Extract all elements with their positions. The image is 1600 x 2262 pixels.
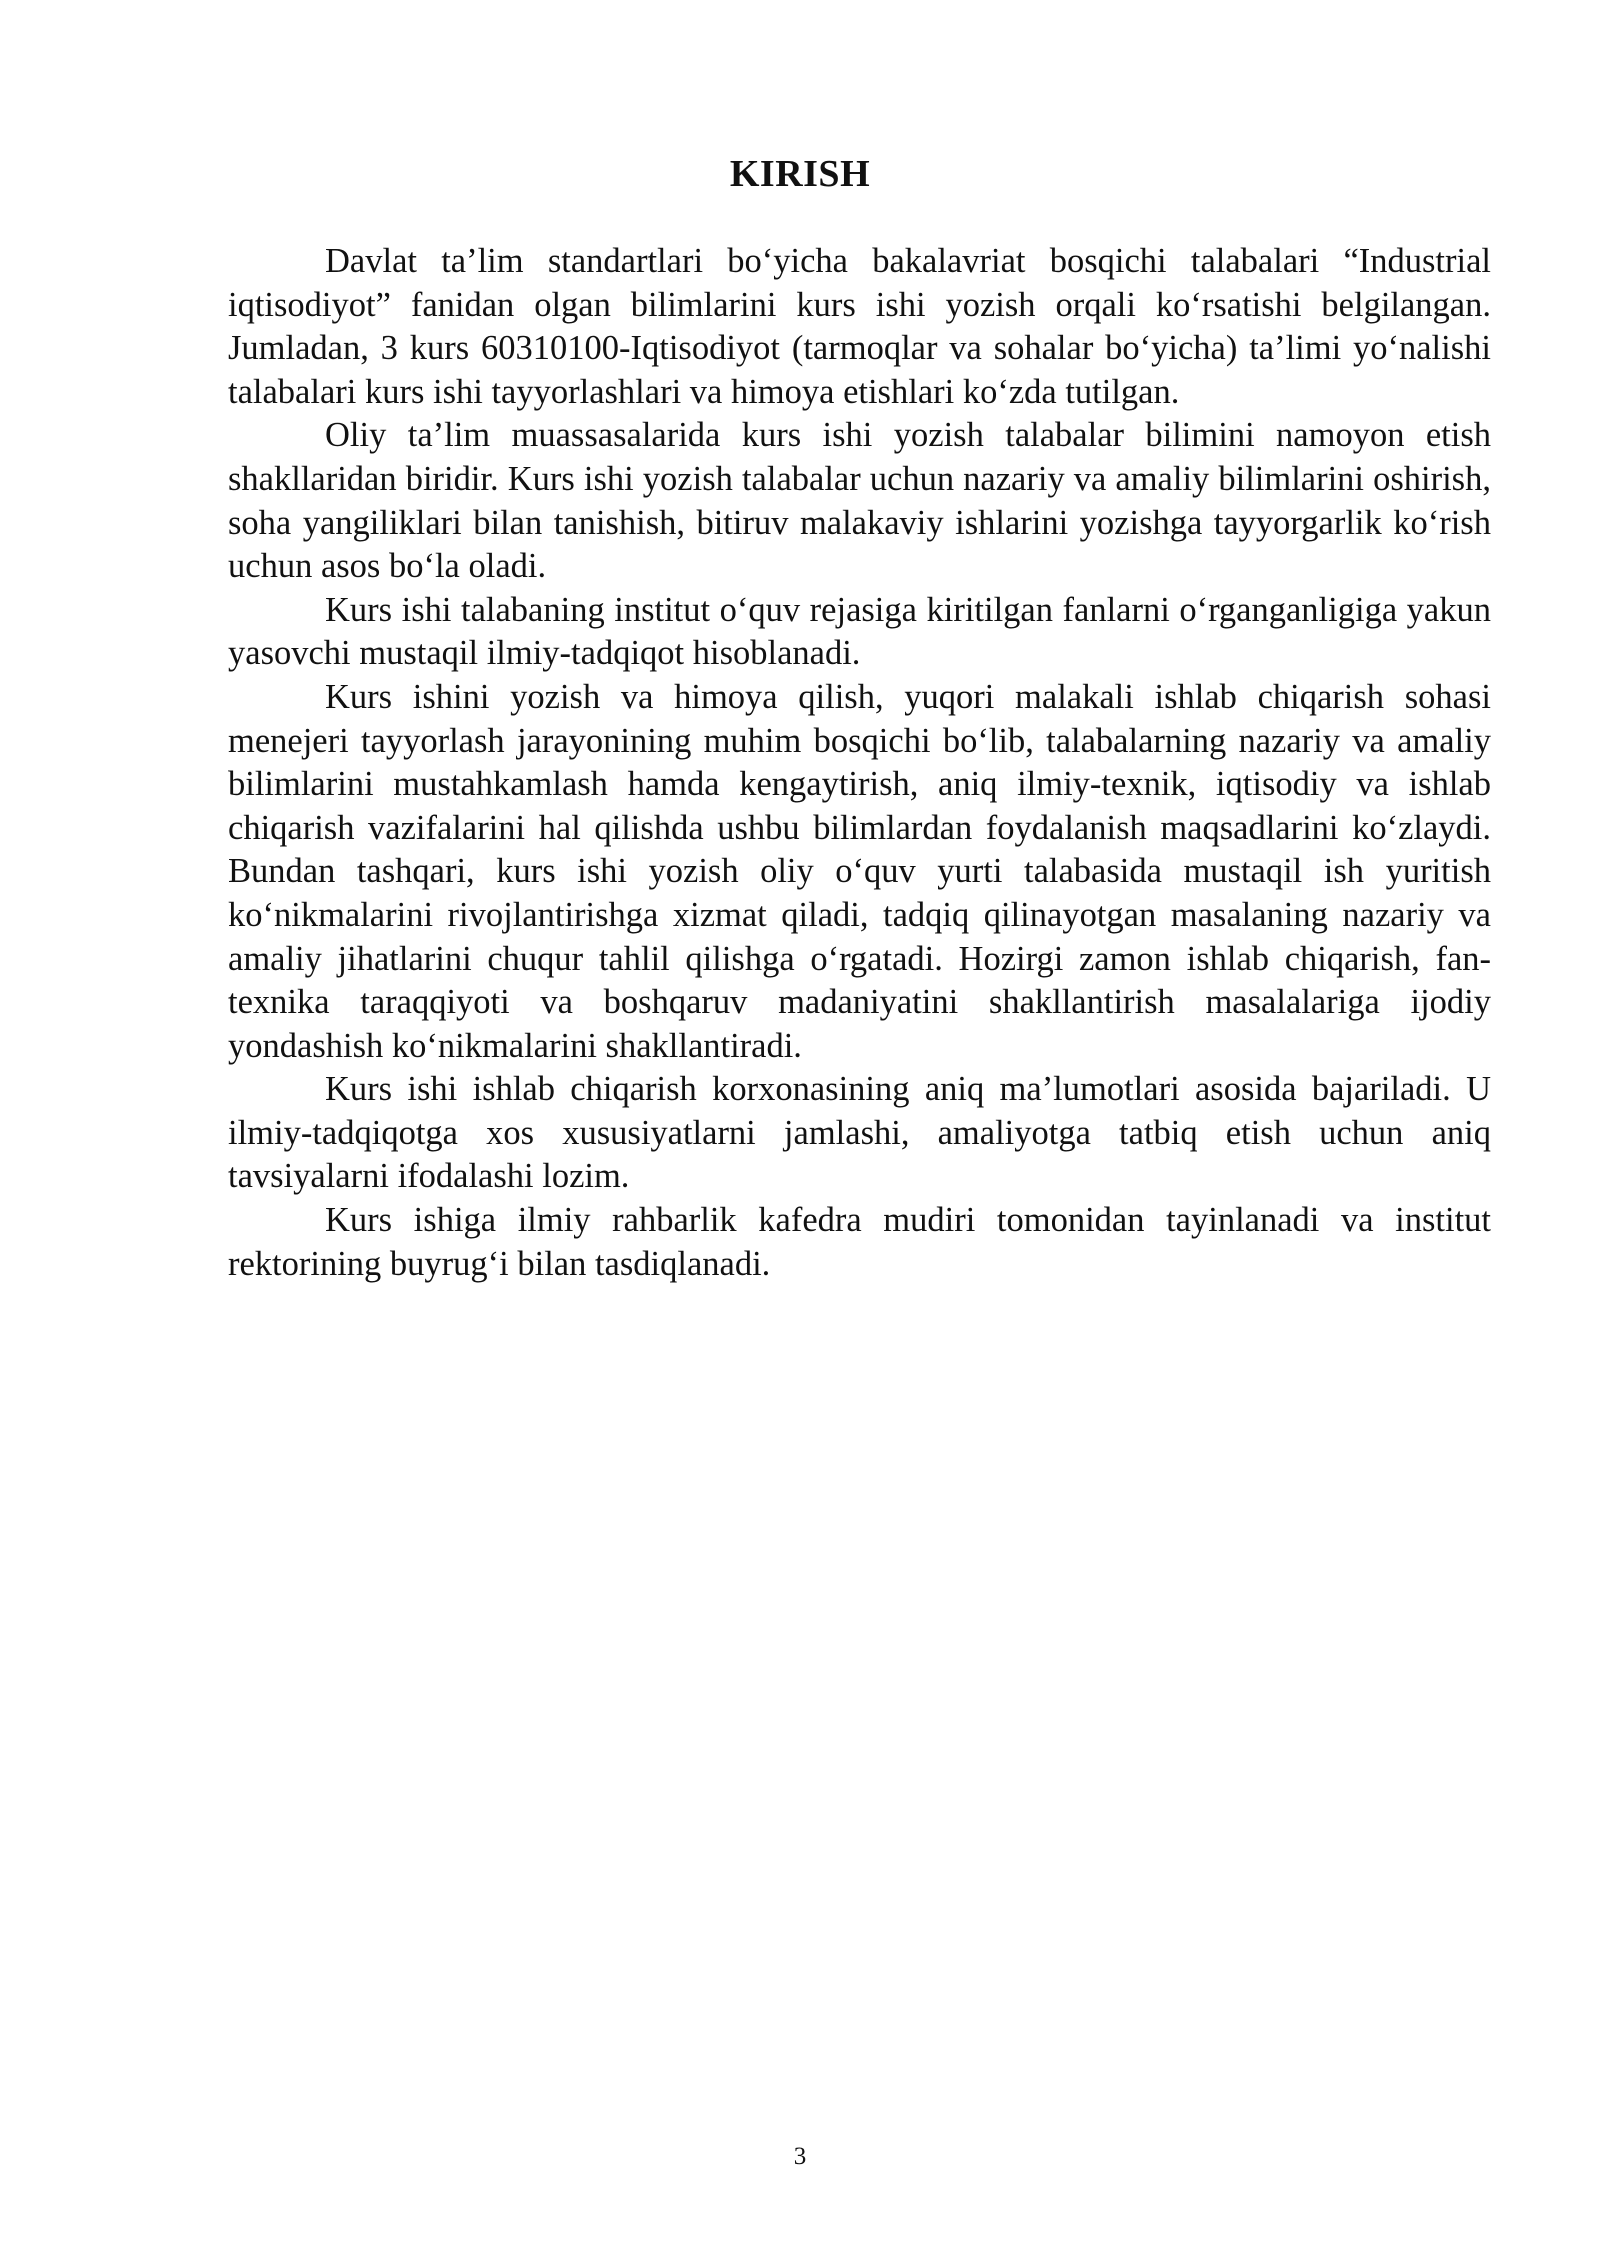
section-title: KIRISH [729, 153, 871, 195]
paragraph-6: Kurs ishiga ilmiy rahbarlik kafedra mudiri tomonidan tayinlanadi va institut rektorining buyrug‘i bilan tasdiqlanadi. [228, 1201, 1491, 1283]
paragraph-2: Oliy ta’lim muassasalarida kurs ishi yozish talabalar bilimini namoyon etish shakllaridan biridir. Kurs ishi yozish talabalar uchun nazariy va amaliy bilimlarini oshirish, soha yangiliklari bilan tanishish, bitiruv malakaviy ishlarini yozishga tayyorgarlik ko‘rish uchun asos bo‘la oladi. [228, 416, 1491, 586]
page-number: 3 [793, 2143, 807, 2170]
body-text [228, 240, 1491, 1286]
paragraph-4: Kurs ishini yozish va himoya qilish, yuqori malakali ishlab chiqarish sohasi menejeri tayyorlash jarayonining muhim bosqichi bo‘lib, talabalarning nazariy va amaliy bilimlarini mustahkamlash hamda kengaytirish, aniq ilmiy-texnik, iqtisodiy va ishlab chiqarish vazifalarini hal qilishda ushbu bilimlardan foydalanish maqsadlarini ko‘zlaydi. Bundan tashqari, kurs ishi yozish oliy o‘quv yurti talabasida mustaqil ish yuritish ko‘nikmalarini rivojlantirishga xizmat qiladi, tadqiq qilinayotgan masalaning nazariy va amaliy jihatlarini chuqur tahlil qilishga o‘rgatadi. Hozirgi zamon ishlab chiqarish, fan-texnika taraqqiyoti va boshqaruv madaniyatini shakllantirish masalalariga ijodiy yondashish ko‘nikmalarini shakllantiradi. [228, 677, 1491, 1065]
paragraph-1: Davlat ta’lim standartlari bo‘yicha bakalavriat bosqichi talabalari “Industrial iqtisodiyot” fanidan olgan bilimlarini kurs ishi yozish orqali ko‘rsatishi belgilangan. Jumladan, 3 kurs 60310100-Iqtisodiyot (tarmoqlar va sohalar bo‘yicha) ta’limi yo‘nalishi talabalari kurs ishi tayyorlashlari va himoya etishlari ko‘zda tutilgan. [228, 242, 1491, 411]
paragraph-5: Kurs ishi ishlab chiqarish korxonasining aniq ma’lumotlari asosida bajariladi. U ilmiy-tadqiqotga xos xususiyatlarni jamlashi, amaliyotga tatbiq etish uchun aniq tavsiyalarni ifodalashi lozim. [228, 1070, 1491, 1196]
paragraph-3: Kurs ishi talabaning institut o‘quv rejasiga kiritilgan fanlarni o‘rganganligiga yakun yasovchi mustaqil ilmiy-tadqiqot hisoblanadi. [228, 590, 1491, 673]
